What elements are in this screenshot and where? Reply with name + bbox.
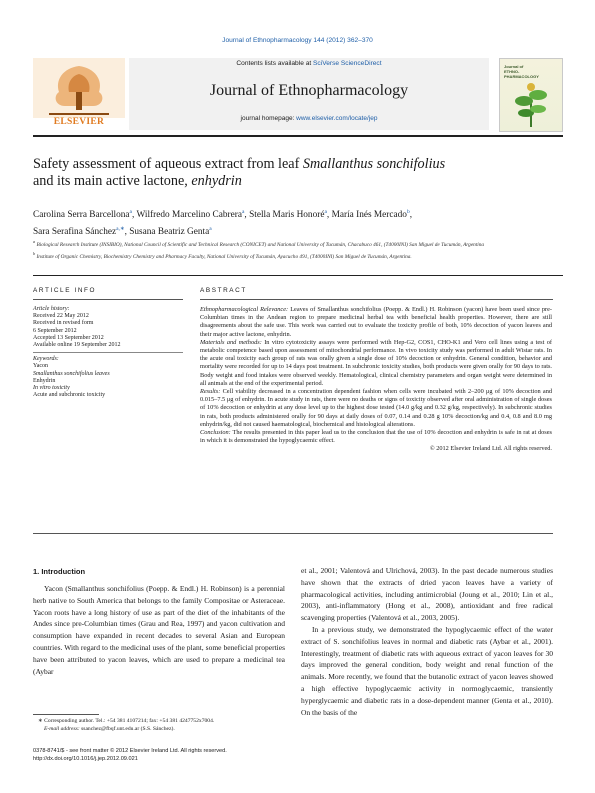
- abstract-heading: ABSTRACT: [200, 287, 247, 294]
- publisher-name: ELSEVIER: [53, 117, 105, 127]
- author-name: María Inés Mercado: [331, 210, 407, 221]
- author[interactable]: [249, 210, 327, 220]
- keywords-label: Keywords:: [33, 356, 59, 363]
- journal-banner: [129, 58, 489, 130]
- author-affiliation-marker[interactable]: a: [241, 209, 245, 215]
- author[interactable]: [136, 210, 244, 220]
- abstract-text: In vitro cytotoxicity assays were performed with Hep-G2, COS1, CHO-K1 and Vero cell lines using a test of metabolic competence based upon assessment of mitochondrial performance. In vivo toxicity study was performed in adult Wistar rats. In the acute oral toxicity each group of rats was orally given a single dose of 10% decoction or enhydrin. General condition, behavior and mortality were recorded for up to 14 days post treatment. In subchronic toxicity studies, both products were given orally for 90 days to rats. Body weight and food intakes were observed weekly. Hematological, clinical chemistry parameters and organ weight were determined in all animals at the end of the experimental period.: [200, 338, 552, 387]
- abstract-conclusion: [200, 429, 552, 445]
- history-item: Received 22 May 2012: [33, 313, 89, 320]
- title-part: Safety assessment of aqueous extract from leaf: [33, 156, 303, 172]
- affiliation: [33, 250, 563, 261]
- cover-plant-icon: [512, 81, 550, 127]
- issn-line: 0378-8741/$ - see front matter © 2012 Elsevier Ireland Ltd. All rights reserved.: [33, 748, 227, 754]
- affiliation-text: Institute of Organic Chemistry, Biochemistry Chemistry and Pharmacy Faculty, National University of Tucumán, Ayacucho 491, (T4000INI) San Miguel de Tucumán, Argentina.: [36, 254, 412, 261]
- email-note: [38, 726, 288, 734]
- homepage-link[interactable]: www.elsevier.com/locate/jep: [296, 115, 378, 122]
- affiliations: [33, 238, 563, 262]
- title-compound: enhydrin: [191, 173, 242, 189]
- author-list: Carolina Serra Barcellona$^a$, Wilfredo Marcelino Cabrera$^a$, Stella Maris Honoré$^a$, María Inés Mercado$^b$, Sara Serafina Sánchez$^{a,∗}$, Susana Beatriz Genta$^a$: [33, 209, 413, 238]
- author[interactable]: [33, 210, 132, 220]
- cover-text-line: PHARMACOLOGY: [504, 74, 539, 79]
- article-info: [33, 306, 173, 399]
- author-affiliation-marker[interactable]: a: [324, 209, 327, 215]
- footnote-rule: [33, 714, 99, 715]
- article-title: [33, 156, 553, 190]
- history-item: Available online 19 September 2012: [33, 342, 121, 349]
- abstract-label: Ethnopharmacological Relevance:: [200, 306, 289, 313]
- homepage-line: [129, 115, 489, 122]
- body-paragraph: In a previous study, we demonstrated the hypoglycaemic effect of the water extract of S. sonchifolius leaves in normal and diabetic rats (Aybar et al., 2001). Interestingly, treatment of diabetic rats with aqueous extract of yacon leaves for 30 days improved the general condition, body weight and renal function of the animals. More recently, we found that the butanolic extract of yacon leaves showed a high effective hypoglycaemic activity in normoglycaemic, transiently hyperglycaemic and diabetic rats in a dose-dependent manner (Genta et al., 2010). On the basis of the: [301, 624, 553, 717]
- elsevier-logo: [33, 58, 125, 130]
- body-left-column: [33, 583, 285, 677]
- author[interactable]: [33, 227, 125, 237]
- author-name: Sara Serafina Sánchez: [33, 227, 117, 238]
- body-paragraph: et al., 2001; Valentová and Ulrichová, 2003). In the past decade numerous studies have shown that the extracts of dried yacon leaves have a variety of pharmacological activities, including antimicrobial (Joung et al., 2010; Lin et al., 2003), anti-inflammatory (Hong et al., 2008), antioxidant and free radical scavenging properties (Valentová et al., 2003, 2005).: [301, 566, 553, 623]
- abstract-text: The results presented in this paper lead us to the conclusion that the use of 10% decoction and enhydrin is safe in rat at doses in which it is demonstrated the hypoglycaemic effect.: [200, 429, 552, 445]
- author-name: Susana Beatriz Genta: [129, 227, 210, 238]
- keyword: In vitro toxicity: [33, 385, 70, 392]
- affiliation-rule: [33, 275, 563, 276]
- abstract-rule: [200, 299, 553, 300]
- journal-cover-thumbnail: [499, 58, 563, 132]
- footnotes: [38, 718, 288, 733]
- history-item: Accepted 13 September 2012: [33, 334, 104, 341]
- abstract-label: Materials and methods:: [200, 338, 262, 346]
- email-address[interactable]: ssanchez@fbqf.unt.edu.ar (S.S. Sánchez).: [81, 725, 175, 732]
- front-matter: [33, 748, 333, 764]
- sciencedirect-link[interactable]: SciVerse ScienceDirect: [313, 60, 382, 67]
- running-head[interactable]: Journal of Ethnopharmacology 144 (2012) 362–370: [222, 37, 373, 44]
- history-item: Received in revised form: [33, 320, 94, 327]
- title-part: and its main active lactone,: [33, 173, 192, 189]
- affiliation-marker: b: [33, 251, 36, 257]
- article-info-heading: ARTICLE INFO: [33, 287, 97, 294]
- abstract-text: Leaves of Smallanthus sonchifolius (Poepp. & Endl.) H. Robinson (yacon) have been used since pre-Columbian times in the Andean region to prepare medicinal herbal tea with beneficial health properties. However, there are still disagreements about the safe use. This work was carried out to evaluate the toxicity profile of both, 10% decoction of yacon leaves and their major active lactone, enhydrin.: [200, 306, 552, 338]
- masthead-rule: [33, 135, 563, 137]
- info-divider: [33, 352, 183, 354]
- abstract-label: Conclusion:: [200, 429, 231, 437]
- history-label: Article history:: [33, 306, 70, 312]
- keyword: Enhydrin: [33, 377, 56, 384]
- keyword: Smallanthus sonchifolius leaves: [33, 370, 110, 377]
- abstract-bottom-rule: [33, 533, 553, 534]
- author[interactable]: [332, 210, 410, 220]
- affiliation-marker: a: [33, 239, 36, 244]
- abstract-methods: [200, 339, 552, 388]
- title-species: Smallanthus sonchifolius: [302, 156, 446, 172]
- body-right-column: [301, 565, 553, 718]
- abstract-label: Results:: [200, 388, 221, 396]
- abstract: [200, 306, 552, 454]
- info-rule: [33, 299, 183, 300]
- contents-line: [129, 60, 489, 67]
- body-paragraph: Yacon (Smallanthus sonchifolius (Poepp. & Endl.) H. Robinson) is a perennial herb native to South America that belongs to the family Compositae or Asteraceae. Yacon roots have a long history of use as part of the diet of the inhabitants of the Andes since pre-Columbian times (Grau and Rea, 1997) and yacon cultivation and consumption have expanded in recent decades to several Asian and European countries. With regard to the medicinal uses of the plant, some beneficial properties have been attributed to yacon leaves, which are used to prepare a medicinal tea (Aybar: [33, 584, 285, 676]
- author-affiliation-marker[interactable]: b: [406, 209, 410, 215]
- abstract-relevance: [200, 306, 552, 339]
- author-name: Stella Maris Honoré: [249, 210, 325, 221]
- history-item: 6 September 2012: [33, 327, 77, 334]
- doi-link[interactable]: http://dx.doi.org/10.1016/j.jep.2012.09.021: [33, 755, 138, 762]
- author-name: Carolina Serra Barcellona: [33, 210, 130, 221]
- author-affiliation-marker[interactable]: a: [129, 209, 132, 215]
- keyword: Acute and subchronic toxicity: [33, 392, 106, 399]
- corresponding-author-note: ∗ Corresponding author. Tel.: +54 381 4107214; fax: +54 381 4247752x7004.: [38, 718, 215, 724]
- cover-text-line: ETHNO-: [504, 69, 520, 74]
- elsevier-tree-icon: [33, 58, 125, 118]
- homepage-prefix: journal homepage:: [240, 115, 297, 122]
- journal-title: Journal of Ethnopharmacology: [209, 82, 409, 99]
- author-affiliation-marker[interactable]: a,∗: [116, 226, 125, 233]
- author-name: Wilfredo Marcelino Cabrera: [136, 210, 242, 221]
- section-heading: 1. Introduction: [33, 567, 86, 576]
- keyword: Yacon: [33, 363, 49, 370]
- affiliation-text: Biological Research Institute (INSIBIO), National Council of Scientific and Technical Research (CONICET) and National University of Tucumán, Chacabuco 461, (T4000INI) San Miguel de Tucumán, Argentina: [36, 241, 485, 248]
- abstract-text: Cell viability decreased in a concentration dependent fashion when cells were incubated with 2–200 μg of 10% decoction and 0.015–7.5 μg of enhydrin. In acute study in rats, there were no deaths or signs of toxicity observed after oral administration of single doses of 10% decoction or enhydrin at any dose level up to the highest dose tested (14.0 g/kg and 0.32 g/kg, respectively). In subchronic studies in rats, both products administered orally for 90 days at daily doses of 0.07, 0.14 and 0.28 g 10% decoction/kg and 0.4, 0.8 and 8.0 mg enhydrin/kg, did not caused haematological, biochemical and histological alterations.: [200, 388, 552, 428]
- author-affiliation-marker[interactable]: a: [209, 226, 212, 233]
- cover-text-line: Journal of: [504, 64, 524, 69]
- affiliation: [33, 238, 563, 249]
- abstract-results: [200, 388, 552, 429]
- author[interactable]: [129, 227, 211, 237]
- copyright: © 2012 Elsevier Ireland Ltd. All rights reserved.: [429, 445, 552, 453]
- contents-prefix: Contents lists available at: [236, 60, 314, 67]
- masthead: [33, 58, 563, 134]
- email-label: E-mail address:: [44, 725, 80, 732]
